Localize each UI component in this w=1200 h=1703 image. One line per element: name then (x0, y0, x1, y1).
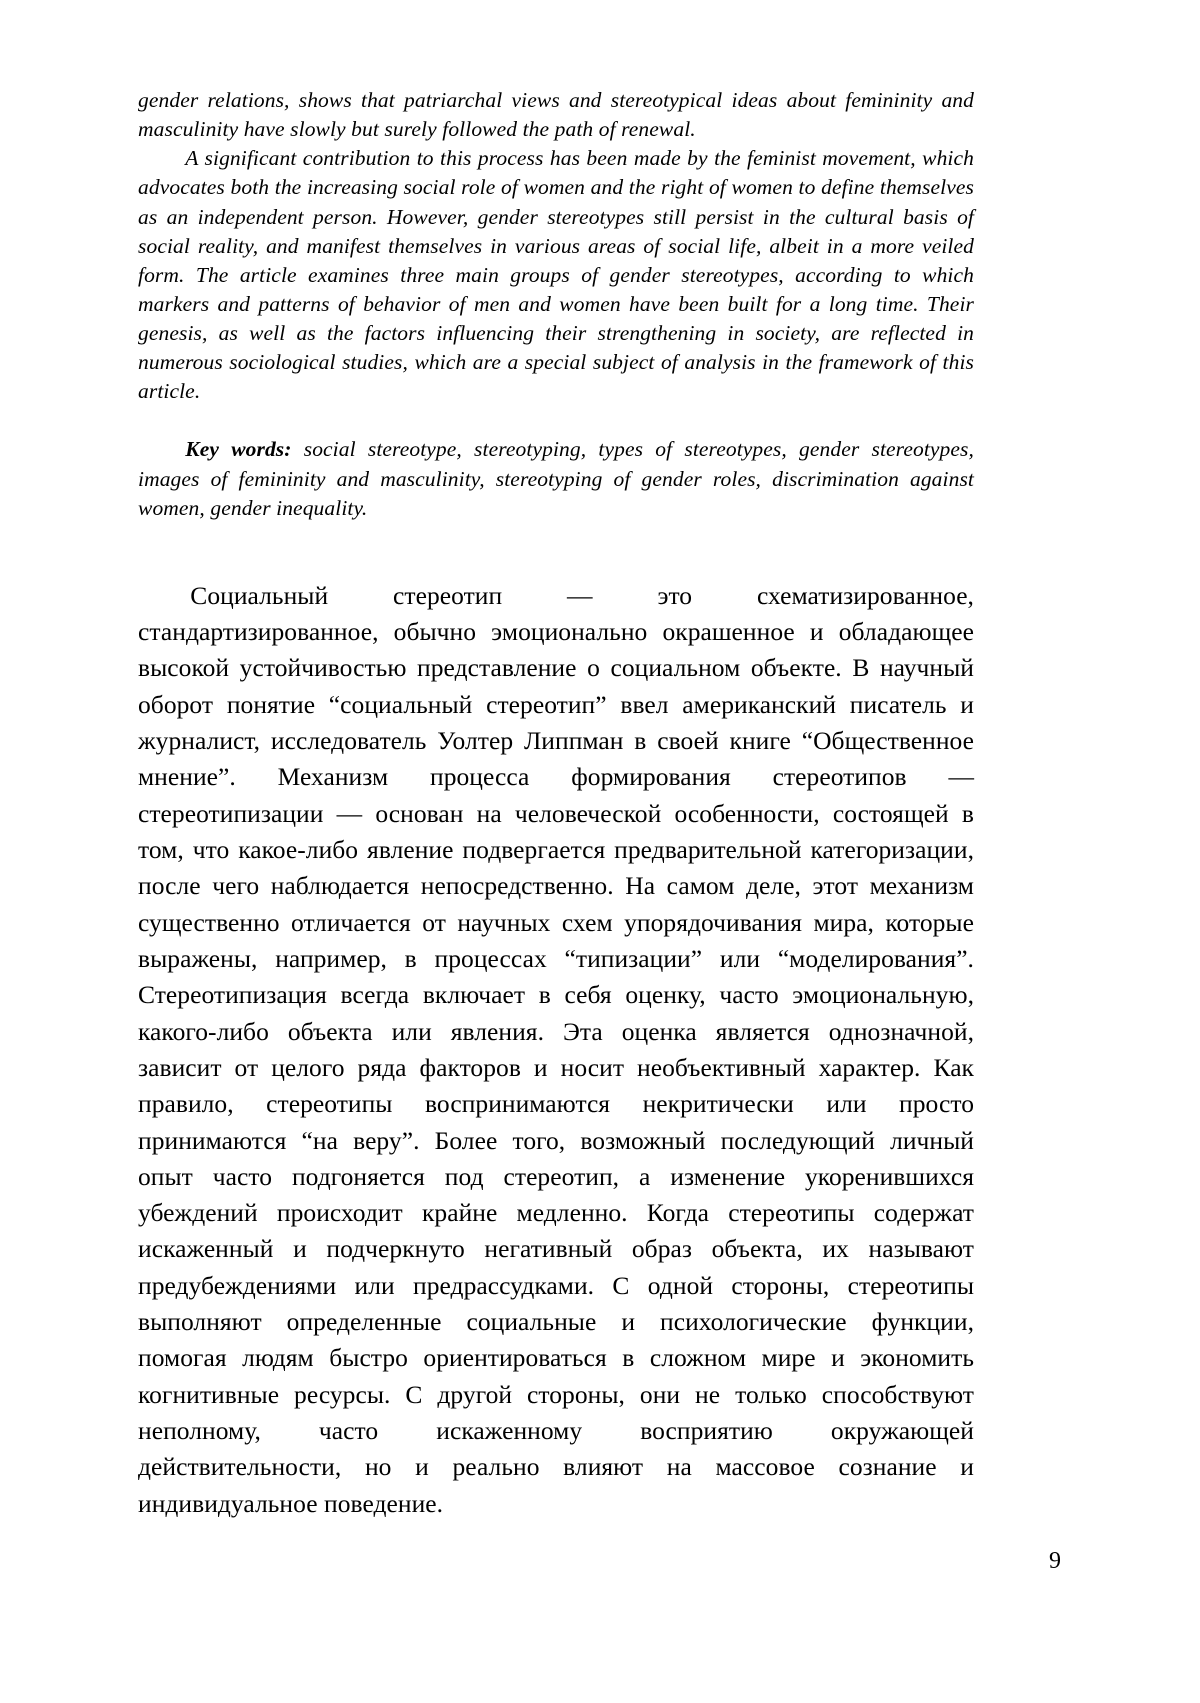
abstract-paragraph-continued: gender relations, shows that patriarchal views and stereotypical ideas about femininity and masculinity have slowly but surely followed the path of renewal. (138, 88, 974, 142)
keywords-list: social stereotype, stereotyping, types of stereotypes, gender stereotypes, images of femininity and masculinity, stereotyping of gender roles, discrimination against women, gender inequality. (138, 437, 974, 520)
abstract-paragraph: A significant contribution to this process has been made by the feminist movement, which advocates both the increasing social role of women and the right of women to define themselves as an independent person. However, gender stereotypes still persist in the cultural basis of social reality, and manifest themselves in various areas of social life, albeit in a more veiled form. The article examines three main groups of gender stereotypes, according to which markers and patterns of behavior of men and women have been built for a long time. Their genesis, as well as the factors influencing their strengthening in society, are reflected in numerous sociological studies, which are a special subject of analysis in the framework of this article. (138, 146, 974, 404)
abstract-section (138, 86, 974, 523)
page-content (138, 86, 974, 1522)
body-paragraph: Социальный стереотип — это схематизированное, стандартизированное, обычно эмоционально окрашенное и обладающее высокой устойчивостью представление о социальном объекте. В научный оборот понятие “социальный стереотип” ввел американский писатель и журналист, исследователь Уолтер Липпман в своей книге “Общественное мнение”. Механизм процесса формирования стереотипов — стереотипизации — основан на человеческой особенности, состоящей в том, что какое-либо явление подвергается предварительной категоризации, после чего наблюдается непосредственно. На самом деле, этот механизм существенно отличается от научных схем упорядочивания мира, которые выражены, например, в процессах “типизации” или “моделирования”. Стереотипизация всегда включает в себя оценку, часто эмоциональную, какого-либо объекта или явления. Эта оценка является однозначной, зависит от целого ряда факторов и носит необъективный характер. Как правило, стереотипы воспринимаются некритически или просто принимаются “на веру”. Более того, возможный последующий личный опыт часто подгоняется под стереотип, а изменение укоренившихся убеждений происходит крайне медленно. Когда стереотипы содержат искаженный и подчеркнуто негативный образ объекта, их называют предубеждениями или предрассудками. С одной стороны, стереотипы выполняют определенные социальные и психологические функции, помогая людям быстро ориентироваться в сложном мире и экономить когнитивные ресурсы. С другой стороны, они не только способствуют неполному, часто искаженному восприятию окружающей действительности, но и реально влияют на массовое сознание и индивидуальное поведение. (138, 580, 974, 1518)
body-section (138, 578, 974, 1523)
keywords-block (138, 435, 974, 522)
page-number: 9 (1049, 1548, 1061, 1574)
keywords-label: Key words: (185, 437, 292, 462)
